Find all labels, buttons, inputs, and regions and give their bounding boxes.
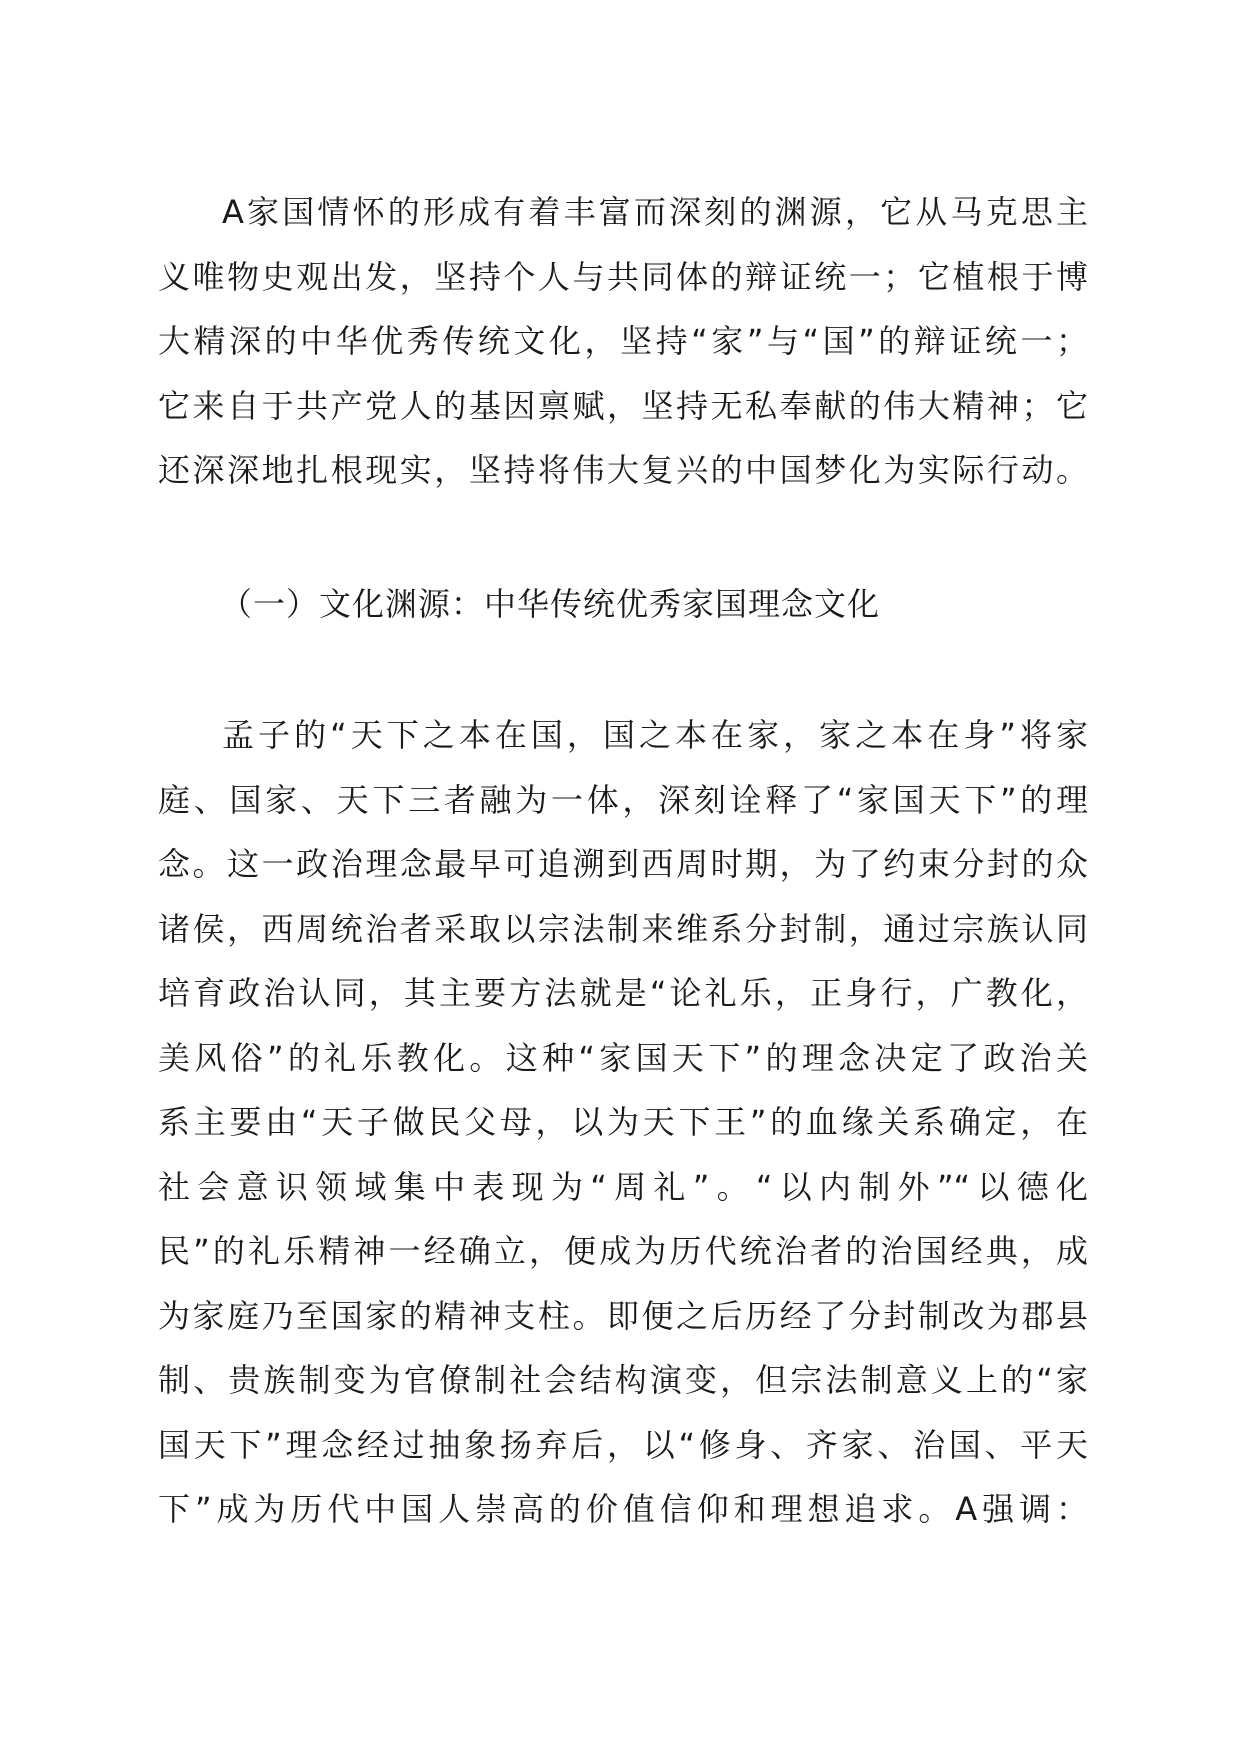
paragraph-line: 它来自于共产党人的基因禀赋，坚持无私奉献的伟大精神；它 [158,386,1088,425]
paragraph-line: 义唯物史观出发，坚持个人与共同体的辩证统一；它植根于博 [158,257,1088,296]
paragraph-line: 念。这一政治理念最早可追溯到西周时期，为了约束分封的众 [158,845,1088,883]
paragraph-line: 制、贵族制变为官僚制社会结构演变，但宗法制意义上的“家 [158,1361,1088,1399]
paragraph-line: 民”的礼乐精神一经确立，便成为历代统治者的治国经典，成 [158,1232,1088,1270]
section-heading: （一）文化渊源：中华传统优秀家国理念文化 [220,585,881,623]
paragraph-line: A家国情怀的形成有着丰富而深刻的渊源，它从马克思主 [222,193,1088,231]
paragraph-line: 诸侯，西周统治者采取以宗法制来维系分封制，通过宗族认同 [158,909,1088,948]
paragraph-intro [158,180,1088,503]
paragraph-line: 还深深地扎根现实，坚持将伟大复兴的中国梦化为实际行动。 [158,451,1088,489]
paragraph-line: 国天下”理念经过抽象扬弃后，以“修身、齐家、治国、平天 [158,1425,1088,1464]
paragraph-line: 为家庭乃至国家的精神支柱。即便之后历经了分封制改为郡县 [158,1296,1088,1335]
paragraph-line: 孟子的“天下之本在国，国之本在家，家之本在身”将家 [222,716,1088,754]
paragraph-line: 下”成为历代中国人崇高的价值信仰和理想追求。A强调： [158,1490,1088,1528]
paragraph-line: 系主要由“天子做民父母，以为天下王”的血缘关系确定，在 [158,1103,1088,1141]
paragraph-line: 庭、国家、天下三者融为一体，深刻诠释了“家国天下”的理 [158,780,1088,819]
paragraph-line: 培育政治认同，其主要方法就是“论礼乐，正身行，广教化， [158,974,1088,1012]
paragraph-line: 大精深的中华优秀传统文化，坚持“家”与“国”的辩证统一； [158,322,1088,360]
paragraph-line: 社会意识领域集中表现为“周礼”。“以内制外”“以德化 [158,1167,1088,1206]
paragraph-line: 美风俗”的礼乐教化。这种“家国天下”的理念决定了政治关 [158,1038,1088,1077]
paragraph-cultural-origin [158,703,1088,1542]
